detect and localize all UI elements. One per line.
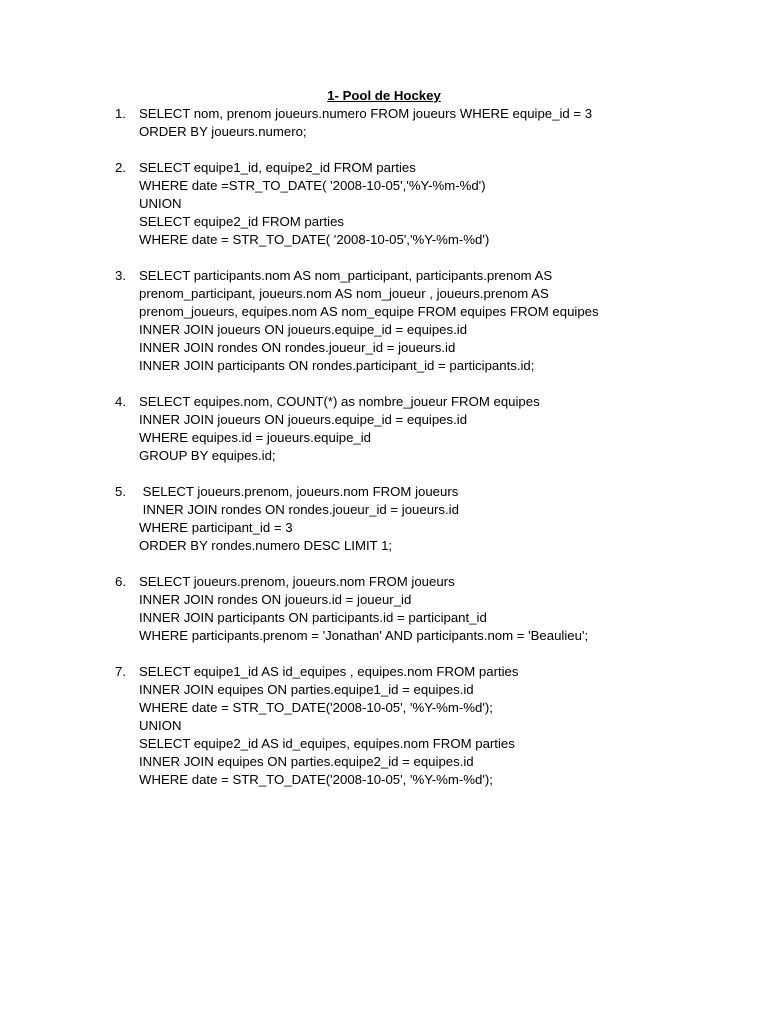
query-line: ORDER BY rondes.numero DESC LIMIT 1; [139, 538, 393, 553]
list-item [0, 393, 768, 465]
list-item [0, 663, 768, 789]
item-number: 4. [115, 394, 126, 409]
item-number: 1. [115, 106, 126, 121]
query-line: WHERE participant_id = 3 [139, 520, 293, 535]
item-number: 3. [115, 268, 126, 283]
list-item [0, 483, 768, 555]
query-line: INNER JOIN participants ON rondes.participant_id = participants.id; [139, 358, 535, 373]
query-line: INNER JOIN participants ON participants.id = participant_id [139, 610, 487, 625]
query-line: SELECT equipe2_id AS id_equipes, equipes.nom FROM parties [139, 736, 515, 751]
list-item [0, 105, 768, 141]
query-line: UNION [139, 718, 182, 733]
list-item [0, 267, 768, 375]
item-number: 2. [115, 160, 126, 175]
query-line: INNER JOIN rondes ON joueurs.id = joueur_id [139, 592, 412, 607]
query-line: UNION [139, 196, 182, 211]
item-number: 7. [115, 664, 126, 679]
query-line: SELECT nom, prenom joueurs.numero FROM joueurs WHERE equipe_id = 3 [139, 106, 593, 121]
query-text [139, 267, 768, 375]
query-line: SELECT joueurs.prenom, joueurs.nom FROM joueurs [139, 484, 459, 499]
query-line: INNER JOIN equipes ON parties.equipe2_id = equipes.id [139, 754, 474, 769]
document-title: 1- Pool de Hockey [327, 88, 441, 103]
query-line: INNER JOIN equipes ON parties.equipe1_id = equipes.id [139, 682, 474, 697]
query-line: INNER JOIN rondes ON rondes.joueur_id = joueurs.id [139, 502, 459, 517]
list-item [0, 159, 768, 249]
query-list [0, 105, 768, 807]
query-line: GROUP BY equipes.id; [139, 448, 276, 463]
query-text [139, 663, 768, 789]
query-text [139, 159, 768, 249]
query-line: SELECT participants.nom AS nom_participant, participants.prenom AS [139, 268, 553, 283]
query-line: INNER JOIN joueurs ON joueurs.equipe_id = equipes.id [139, 322, 468, 337]
query-line: WHERE equipes.id = joueurs.equipe_id [139, 430, 372, 445]
query-line: SELECT joueurs.prenom, joueurs.nom FROM joueurs [139, 574, 455, 589]
query-line: SELECT equipe2_id FROM parties [139, 214, 344, 229]
query-line: WHERE date = STR_TO_DATE('2008-10-05', '%Y-%m-%d'); [139, 772, 493, 787]
query-line: prenom_participant, joueurs.nom AS nom_joueur , joueurs.prenom AS [139, 286, 549, 301]
query-line: WHERE date = STR_TO_DATE('2008-10-05', '%Y-%m-%d'); [139, 700, 493, 715]
query-text [139, 105, 768, 141]
query-line: INNER JOIN rondes ON rondes.joueur_id = joueurs.id [139, 340, 456, 355]
query-line: WHERE date =STR_TO_DATE( '2008-10-05','%Y-%m-%d') [139, 178, 486, 193]
query-text [139, 483, 768, 555]
query-line: SELECT equipes.nom, COUNT(*) as nombre_joueur FROM equipes [139, 394, 540, 409]
query-line: prenom_joueurs, equipes.nom AS nom_equipe FROM equipes FROM equipes [139, 304, 599, 319]
query-line: INNER JOIN joueurs ON joueurs.equipe_id = equipes.id [139, 412, 468, 427]
query-text [139, 393, 768, 465]
query-line: SELECT equipe1_id, equipe2_id FROM parties [139, 160, 416, 175]
query-text [139, 573, 768, 645]
query-line: WHERE participants.prenom = 'Jonathan' AND participants.nom = 'Beaulieu'; [139, 628, 589, 643]
query-line: WHERE date = STR_TO_DATE( '2008-10-05','%Y-%m-%d') [139, 232, 490, 247]
query-line: ORDER BY joueurs.numero; [139, 124, 307, 139]
item-number: 5. [115, 484, 126, 499]
list-item [0, 573, 768, 645]
query-line: SELECT equipe1_id AS id_equipes , equipes.nom FROM parties [139, 664, 519, 679]
item-number: 6. [115, 574, 126, 589]
